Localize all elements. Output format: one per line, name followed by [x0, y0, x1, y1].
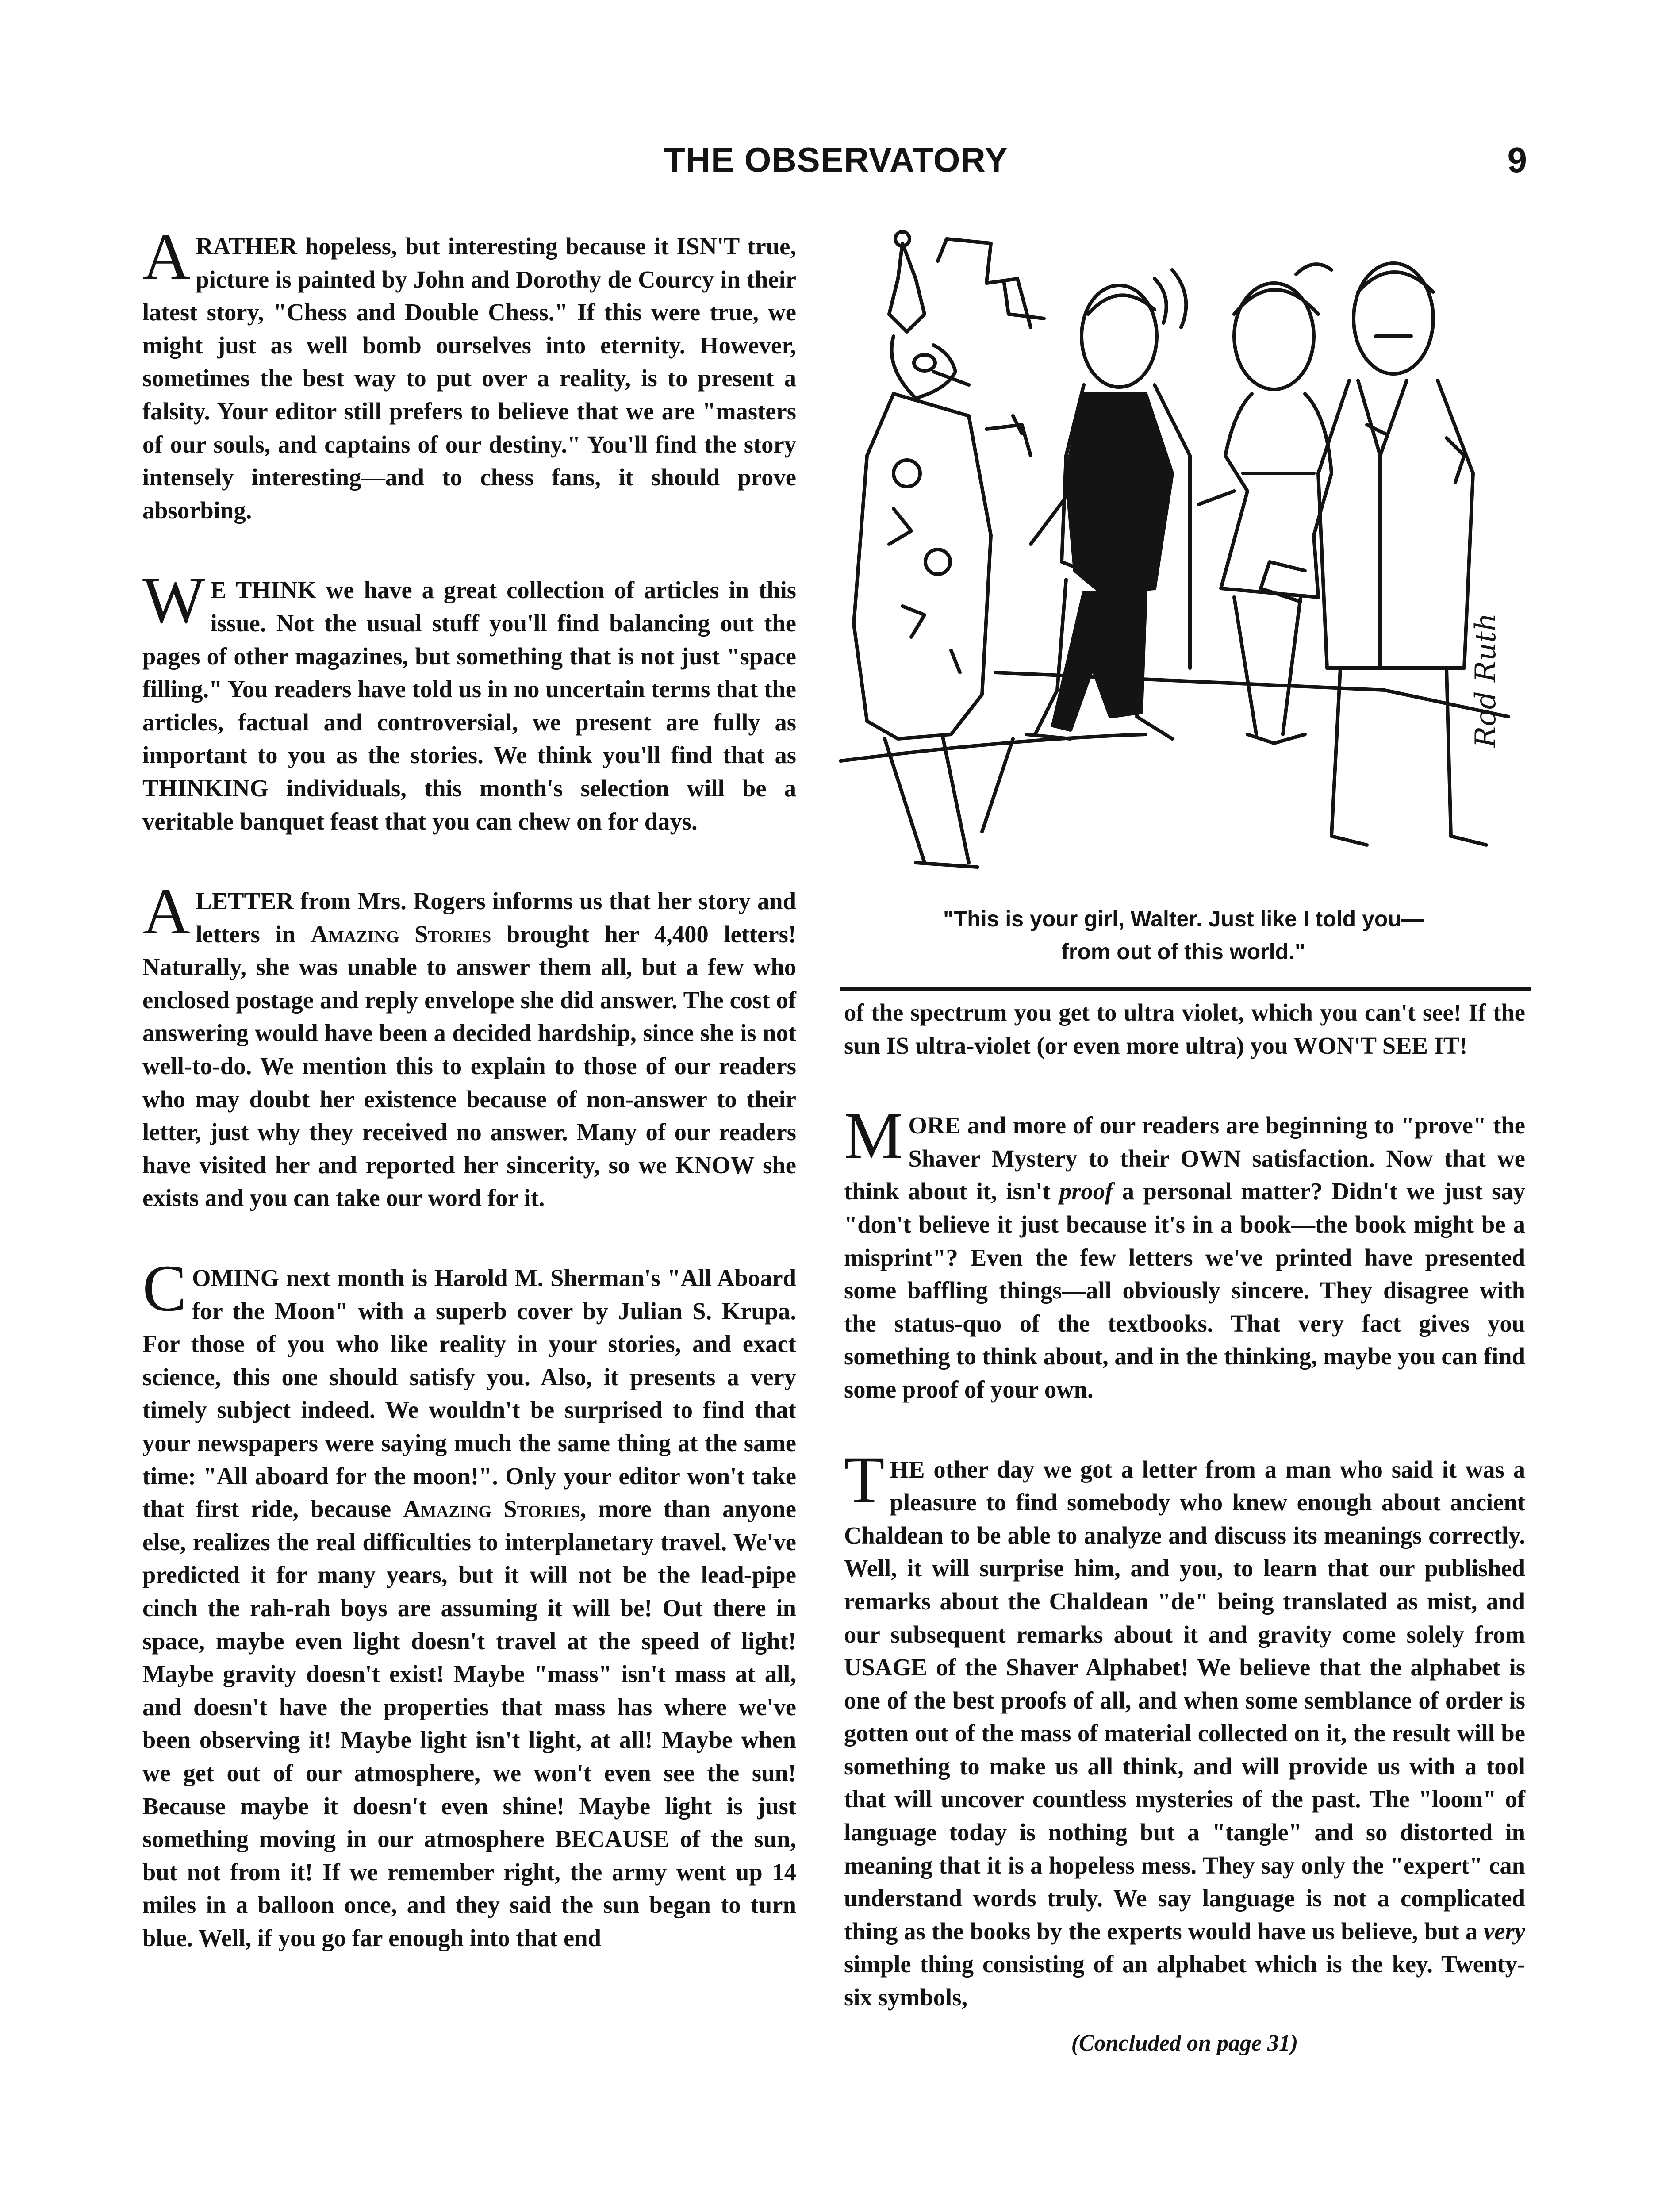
paragraph-text: ORE and more of our readers are beginning to "prove" the Shaver Mystery to their OWN satisfaction. Now that we think about it, isn't: [844, 1112, 1525, 1205]
article-paragraph-6: [844, 1099, 1525, 1406]
paragraph-text: HE other day we got a letter from a man who said it was a pleasure to find somebody who knew enough about ancient Chaldean to be able to analyze and discuss its meanings correctly. Well, it will surprise him, and you, to learn that our published remarks about the Chaldean "de" being translated as mist, and our subsequent remarks about it and gravity come solely from USAGE of the Shaver Alphabet! We believe that the alphabet is one of the best proofs of all, and when some semblance of order is gotten out of the mass of material collected on it, the result will be something to make us all think, and will provide us with a tool that will uncover countless mysteries of the past. The "loom" of language today is nothing but a "tangle" and so distorted in meaning that it is a hopeless mess. They say only the "expert" can understand words truly. We say language is not a complicated thing as the books by the experts would have us believe, but a: [844, 1455, 1525, 1945]
drop-cap: W: [142, 564, 205, 637]
cartoon-caption: [836, 902, 1531, 968]
paragraph-text: LETTER from Mrs. Rogers informs us that her story and letters in: [196, 887, 796, 948]
paragraph-text: brought her 4,400 letters! Naturally, she was unable to answer them all, but a few who enclosed postage and reply envelope she did answer. The cost of answering would have been a decided hardship, since she is not well-to-do. We mention this to explain to those of our readers who may doubt her existence because of non-answer to their letter, just why they received no answer. Many of our readers have visited her and reported her sincerity, so we KNOW she exists and you can take our word for it.: [142, 920, 797, 1212]
article-paragraph-4: [142, 1252, 796, 1955]
magazine-name: Amazing Stories: [403, 1495, 580, 1523]
page-number: 9: [1507, 140, 1527, 180]
paragraph-text: simple thing consisting of an alphabet which is the key. Twenty-six symbols,: [844, 1951, 1525, 2011]
article-paragraph-1: [142, 220, 796, 527]
article-paragraph-2: [142, 564, 796, 838]
drop-cap: A: [142, 875, 191, 949]
magazine-name: Amazing Stories: [311, 920, 491, 948]
drop-cap: T: [844, 1443, 885, 1517]
cartoon-illustration: [836, 226, 1531, 885]
emphasized-word: very: [1484, 1917, 1525, 1945]
caption-line: "This is your girl, Walter. Just like I told you—: [943, 906, 1424, 931]
paragraph-text: OMING next month is Harold M. Sherman's "All Aboard for the Moon" with a superb cover by Julian S. Krupa. For those of you who like reality in your stories, and exact science, this one should satisfy you. Also, it presents a very timely subject indeed. We wouldn't be surprised to find that your newspapers were saying much the same thing at the same time: "All aboard for the moon!". Only your editor won't take that first ride, because: [142, 1264, 796, 1523]
drop-cap: A: [142, 220, 191, 293]
drop-cap: C: [142, 1252, 187, 1325]
paragraph-text: a personal matter? Didn't we just say "don't believe it just because it's in a book—the book might be a misprint"? Even the few letters we've printed have presented some baffling things—all obviously sincere. They disagree with the status-quo of the textbooks. That very fact gives you something to think about, and in the thinking, maybe you can find some proof of your own.: [844, 1178, 1525, 1403]
drop-cap: M: [844, 1099, 903, 1173]
paragraph-text: E THINK we have a great collection of articles in this issue. Not the usual stuff you'll find balancing out the pages of other magazines, but something that is not just "space filling." You readers have told us in no uncertain terms that the articles, factual and controversial, we present are fully as important to you as the stories. We think you'll find that as THINKING individuals, this month's selection will be a veritable banquet feast that you can chew on for days.: [142, 576, 796, 835]
page-header-title: THE OBSERVATORY: [664, 140, 1008, 179]
cartoon-panel: [836, 226, 1531, 968]
emphasized-word: proof: [1059, 1178, 1113, 1205]
article-paragraph-7: [844, 1443, 1525, 2014]
paragraph-text: , more than anyone else, realizes the real difficulties to interplanetary travel. We've predicted it for many years, but it will not be the lead-pipe cinch the rah-rah boys are assuming it will be! Out there in space, maybe even light doesn't travel at the speed of light! Maybe gravity doesn't exist! Maybe "mass" isn't mass at all, and doesn't have the properties that mass has where we've been observing it! Maybe light isn't light, at all! Maybe when we get out of our atmosphere, we won't even see the sun! Because maybe it doesn't even shine! Maybe light is just something moving in our atmosphere BECAUSE of the sun, but not from it! If we remember right, the army went up 14 miles in a balloon once, and they said the sun began to turn blue. Well, if you go far enough into that end: [142, 1495, 796, 1951]
artist-signature: Rod Ruth: [1470, 613, 1502, 748]
caption-line: from out of this world.": [1061, 939, 1305, 964]
article-paragraph-3: [142, 875, 797, 1215]
paragraph-text: of the spectrum you get to ultra violet, which you can't see! If the sun IS ultra-violet (or even more ultra) you WON'T SEE IT!: [844, 999, 1525, 1059]
paragraph-text: RATHER hopeless, but interesting because it ISN'T true, picture is painted by John and Dorothy de Courcy in their latest story, "Chess and Double Chess." If this were true, we might just as well bomb ourselves into eternity. However, sometimes the best way to put over a reality, is to present a falsity. Your editor still prefers to believe that we are "masters of our souls, and captains of our destiny." You'll find the story intensely interesting—and to chess fans, it should prove absorbing.: [142, 233, 796, 524]
left-column: [142, 220, 797, 2002]
article-paragraph-5: [844, 996, 1525, 1062]
cartoon-divider-rule: [840, 987, 1531, 991]
right-column: [844, 996, 1525, 2056]
continued-notice: (Concluded on page 31): [1071, 2030, 1298, 2056]
